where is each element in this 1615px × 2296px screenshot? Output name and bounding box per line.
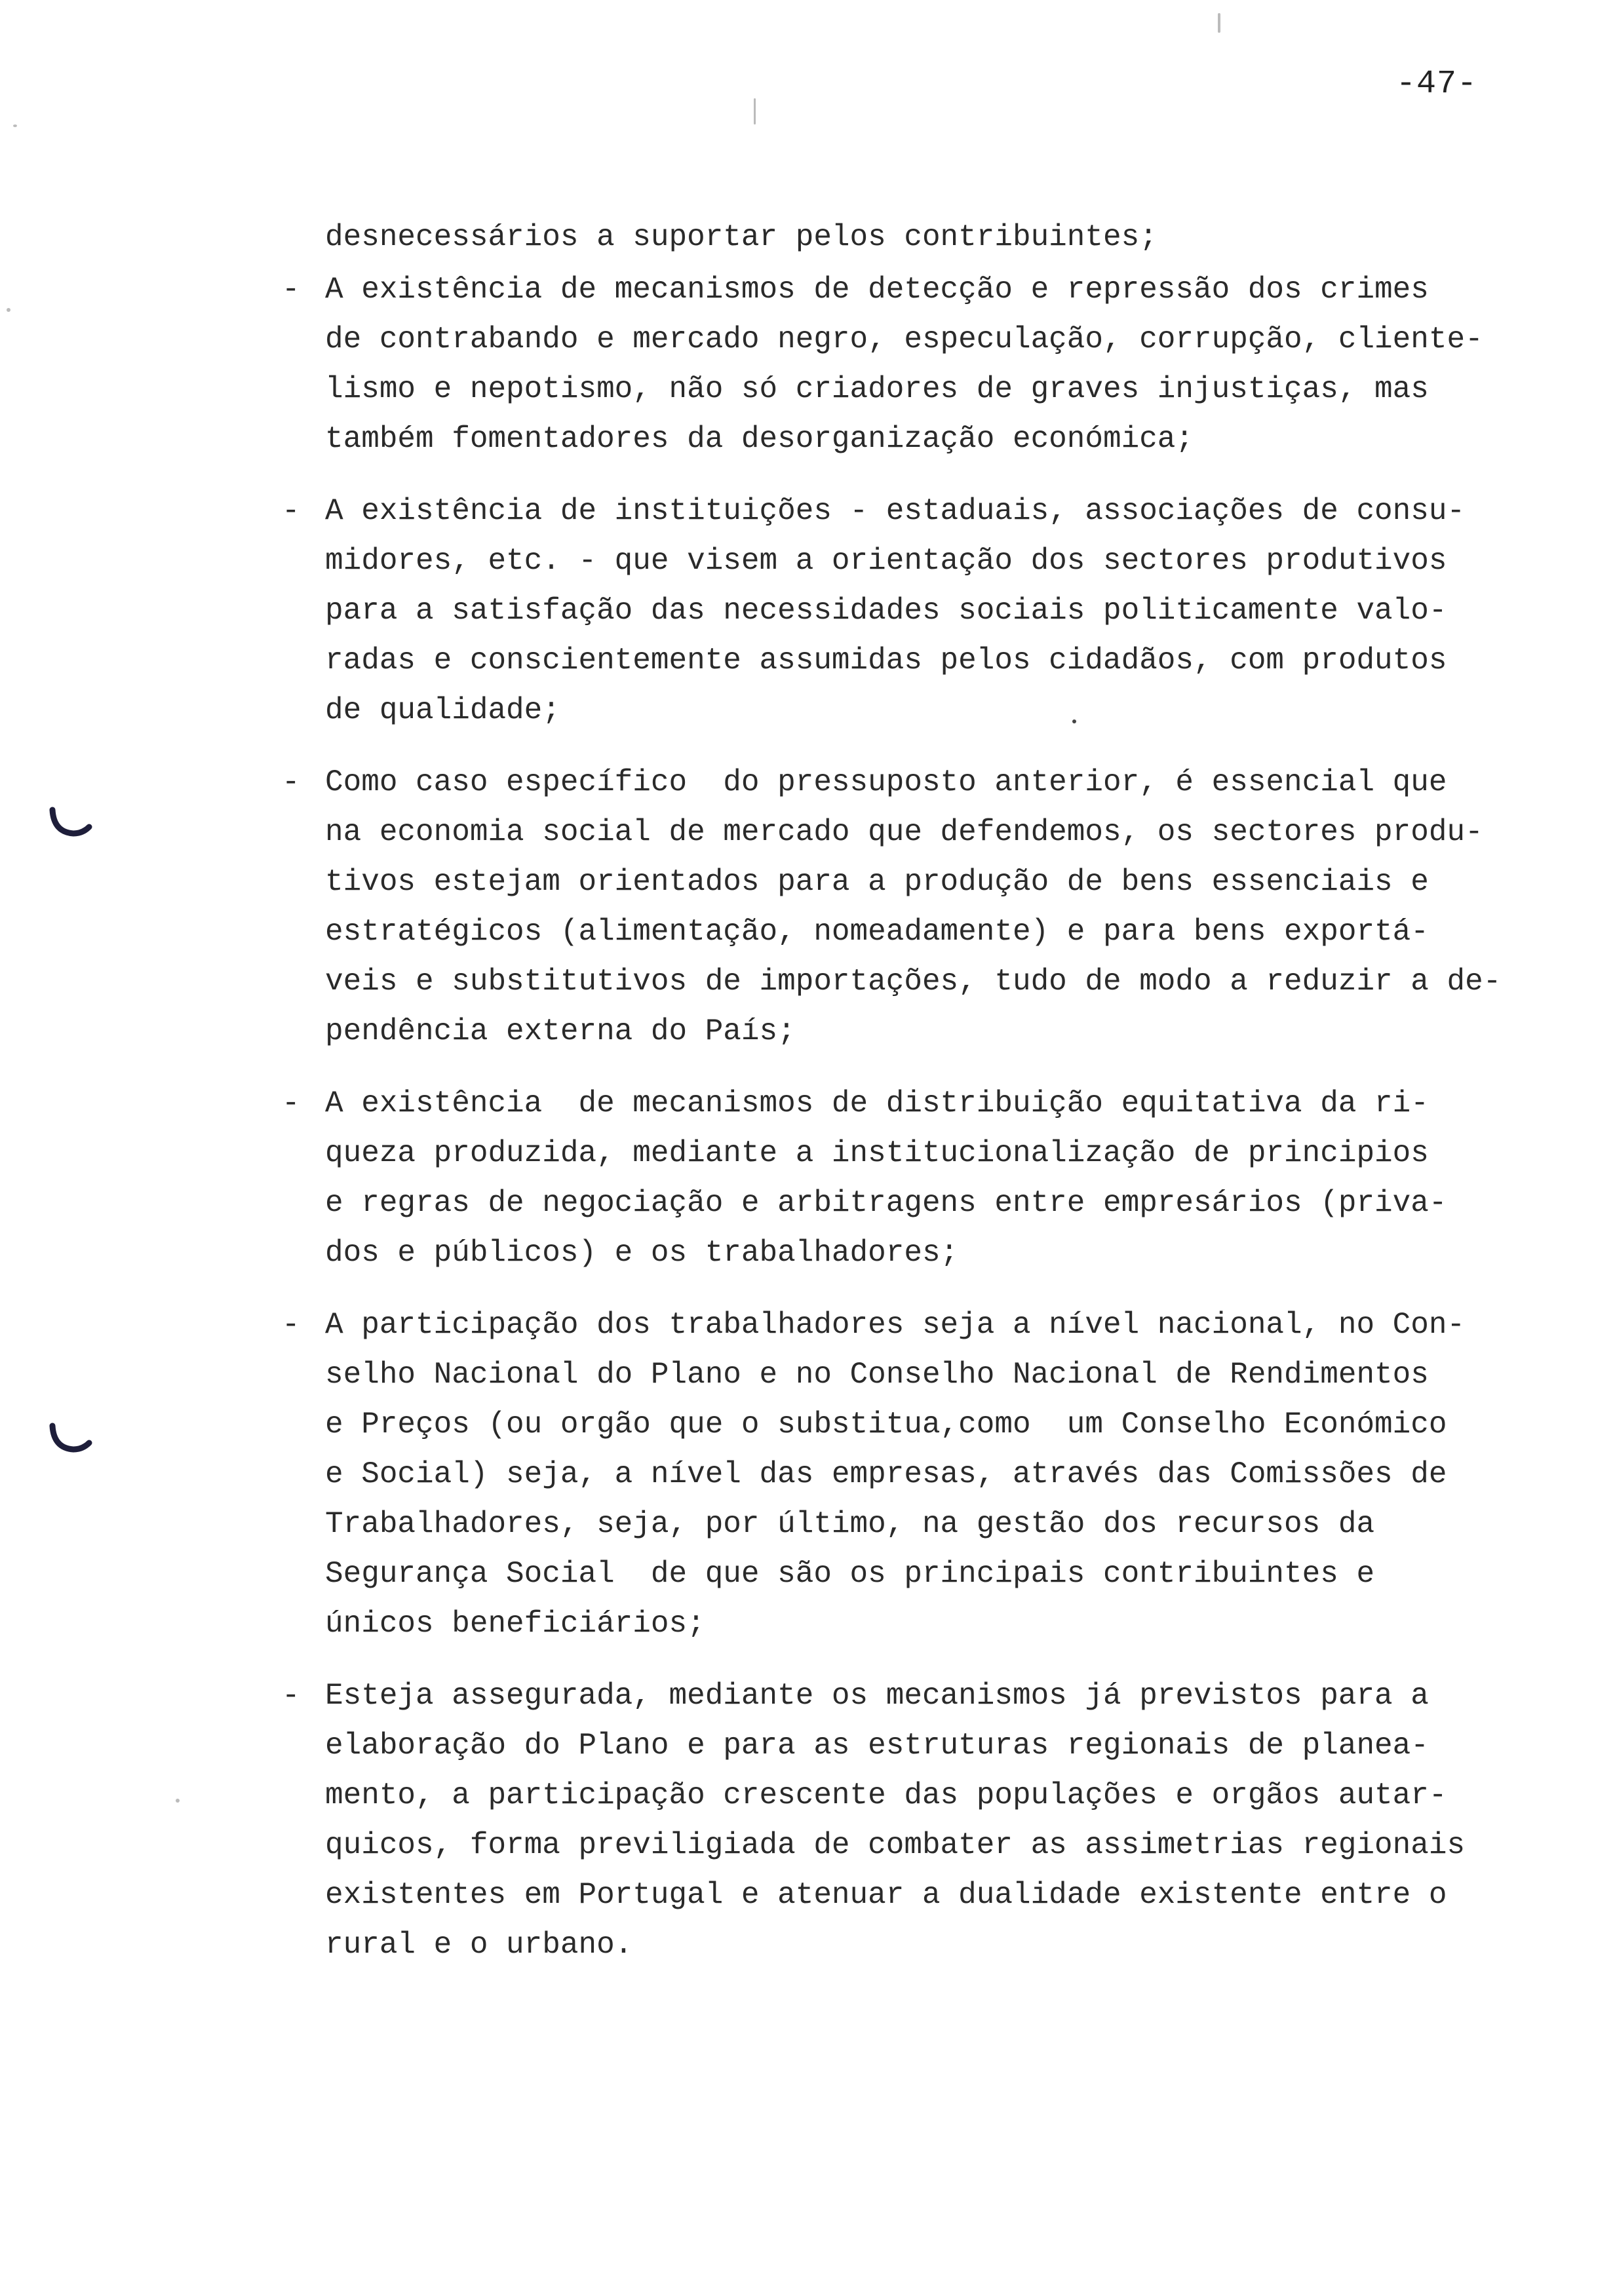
list-item-text: A existência de mecanismos de distribuição equitativa da ri- queza produzida, mediante a institucionalização de principios e regras de negociação e arbitragens entre empresários (priva- dos e públicos) e os trabalhadores; xyxy=(325,1086,1447,1270)
list-item xyxy=(282,1079,1593,1278)
scan-speck xyxy=(7,308,10,312)
margin-mark xyxy=(47,1421,93,1466)
list-item-text: A participação dos trabalhadores seja a nível nacional, no Con- selho Nacional do Plano e no Conselho Nacional de Rendimentos e Preços (ou orgão que o substitua,como um Conselho Económico e Social) seja, a nível das empresas, através das Comissões de Trabalhadores, seja, por último, na gestão dos recursos da Segurança Social de que são os principais contribuintes e únicos beneficiários; xyxy=(325,1308,1466,1641)
continuation-line: desnecessários a suportar pelos contribuintes; xyxy=(325,220,1158,254)
scan-speck xyxy=(754,98,756,124)
bullet-dash: - xyxy=(282,1308,300,1342)
bullet-dash: - xyxy=(282,494,300,528)
list-item-text: A existência de instituições - estaduais, associações de consu- midores, etc. - que visem a orientação dos sectores produtivos para a satisfação das necessidades sociais politicamente valo- radas e conscientemente assumidas pelos cidadãos, com produtos de qualidade; xyxy=(325,494,1466,727)
list-item xyxy=(282,486,1593,735)
list-item xyxy=(282,265,1593,464)
bullet-dash: - xyxy=(282,273,300,307)
list-item xyxy=(282,1300,1593,1649)
bullet-dash: - xyxy=(282,1086,300,1120)
scan-speck xyxy=(1218,13,1220,33)
list-item-text: Como caso específico do pressuposto anterior, é essencial que na economia social de mercado que defendemos, os sectores produ- tivos estejam orientados para a produção de bens essenciais e estratégicos (alimentação, nomeadamente) e para bens exportá- veis e substitutivos de importações, tudo de modo a reduzir a de- pendência externa do País; xyxy=(325,765,1502,1048)
page-number: -47- xyxy=(1396,66,1478,103)
list-item-text: A existência de mecanismos de detecção e repressão dos crimes de contrabando e mercado negro, especulação, corrupção, cliente- lismo e nepotismo, não só criadores de graves injustiças, mas também fomentadores da desorganização económica; xyxy=(325,273,1483,456)
scan-speck xyxy=(13,124,17,127)
list-item xyxy=(282,1671,1593,1970)
bullet-dash: - xyxy=(282,1679,300,1713)
list-item xyxy=(282,757,1593,1056)
list-item-text: Esteja assegurada, mediante os mecanismos já previstos para a elaboração do Plano e para as estruturas regionais de planea- mento, a participação crescente das populações e orgãos autar- quicos, forma previligiada de combater as assimetrias regionais existentes em Portugal e atenuar a dualidade existente entre o rural e o urbano. xyxy=(325,1679,1466,1962)
scan-speck xyxy=(176,1799,180,1803)
margin-mark xyxy=(47,805,93,851)
bullet-list xyxy=(282,265,1593,1970)
bullet-dash: - xyxy=(282,765,300,799)
